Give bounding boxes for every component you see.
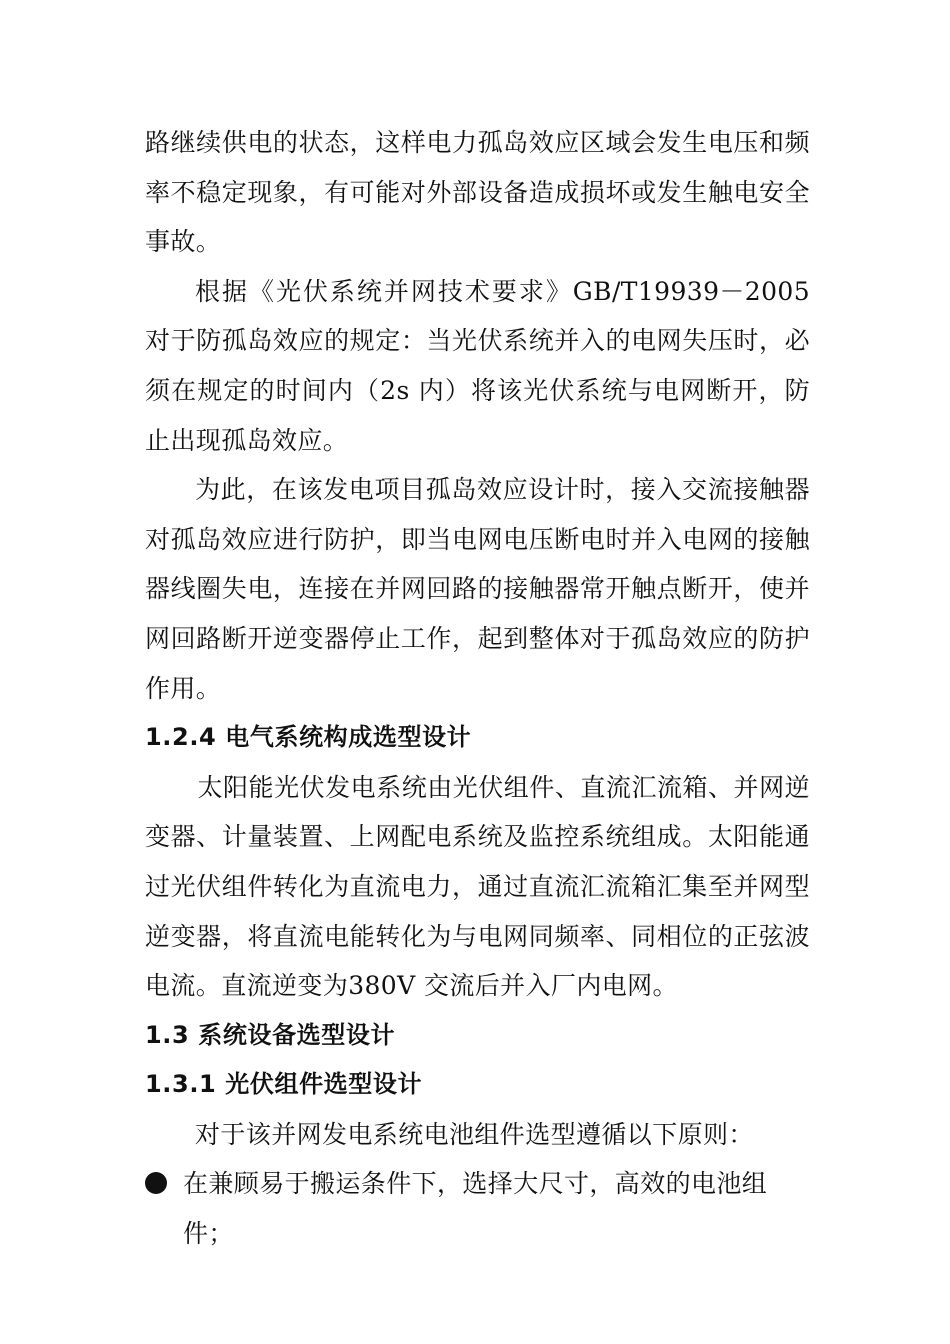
bullet-item-text: 在兼顾易于搬运条件下，选择大尺寸，高效的电池组件； [183, 1169, 768, 1249]
paragraph-anti-islanding-standard: 根据《光伏系统并网技术要求》GB/T19939－2005 对于防孤岛效应的规定：当光伏系统并入的电网失压时，必须在规定的时间内（2s 内）将该光伏系统与电网断开，防止出现孤岛效应。 [145, 276, 810, 455]
bullet-dot-icon [145, 1172, 167, 1194]
paragraph-system-composition: 太阳能光伏发电系统由光伏组件、直流汇流箱、并网逆变器、计量装置、上网配电系统及监控系统组成。太阳能通过光伏组件转化为直流电力，通过直流汇流箱汇集至并网型逆变器，将直流电能转化为与电网同频率、同相位的正弦波电流。直流逆变为380V 交流后并入厂内电网。 [145, 772, 810, 1001]
paragraph-contactor-protection: 为此，在该发电项目孤岛效应设计时，接入交流接触器对孤岛效应进行防护，即当电网电压断电时并入电网的接触器线圈失电，连接在并网回路的接触器常开触点断开，使并网回路断开逆变器停止工作，起到整体对于孤岛效应的防护作用。 [145, 475, 810, 703]
paragraph-selection-principles: 对于该并网发电系统电池组件选型遵循以下原则： [195, 1119, 754, 1149]
paragraph-islanding-continuation: 路继续供电的状态，这样电力孤岛效应区域会发生电压和频率不稳定现象，有可能对外部设备造成损坏或发生触电安全事故。 [145, 128, 810, 257]
document-body [145, 118, 810, 1259]
bullet-item [145, 1159, 810, 1258]
section-heading-1-3: 1.3 系统设备选型设计 [145, 1020, 396, 1049]
section-heading-1-2-4: 1.2.4 电气系统构成选型设计 [145, 723, 472, 752]
section-heading-1-3-1: 1.3.1 光伏组件选型设计 [145, 1070, 423, 1099]
